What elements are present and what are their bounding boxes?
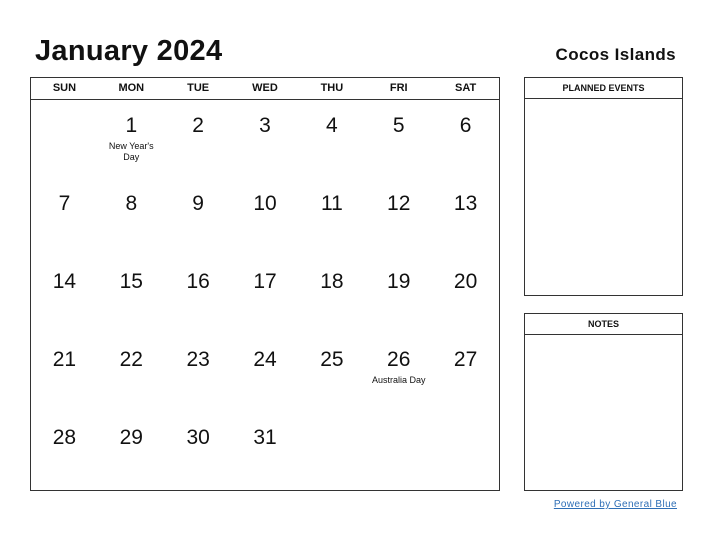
- day-number: 19: [387, 270, 411, 293]
- day-cell: [365, 256, 432, 334]
- weekday-wed: WED: [252, 82, 278, 94]
- calendar-week-1: [31, 100, 499, 178]
- day-cell: [165, 334, 232, 412]
- planned-events-header: PLANNED EVENTS: [525, 78, 682, 99]
- day-cell: [365, 100, 432, 178]
- day-cell: [31, 412, 98, 490]
- day-cell: [232, 100, 299, 178]
- day-number: 5: [392, 114, 405, 137]
- day-number: 21: [52, 348, 77, 371]
- day-number: 28: [52, 426, 77, 449]
- day-cell: [298, 178, 365, 256]
- day-cell: [232, 412, 299, 490]
- weekday-sun: SUN: [52, 82, 77, 94]
- day-number: 14: [52, 270, 77, 293]
- day-number: 27: [453, 348, 478, 371]
- day-number: 4: [326, 114, 338, 137]
- day-cell: [165, 100, 232, 178]
- day-cell: [298, 256, 365, 334]
- weekday-header-row: [31, 78, 499, 100]
- calendar-week-3: [31, 256, 499, 334]
- day-number: 3: [259, 114, 271, 137]
- day-cell: [432, 178, 499, 256]
- day-cell: [365, 412, 432, 490]
- day-number: 30: [186, 426, 210, 449]
- day-cell: [298, 412, 365, 490]
- day-cell: [98, 412, 165, 490]
- day-cell: [165, 178, 232, 256]
- day-cell: [98, 100, 165, 178]
- weekday-tue: TUE: [187, 82, 210, 94]
- day-cell: [31, 100, 98, 178]
- calendar-week-2: [31, 178, 499, 256]
- calendar-week-5: [31, 412, 499, 490]
- day-number: 24: [253, 348, 277, 371]
- day-cell: [31, 334, 98, 412]
- day-cell: [232, 334, 299, 412]
- weekday-thu: THU: [320, 82, 344, 94]
- holiday-label: Australia Day: [371, 375, 426, 385]
- holiday-label: New Year's Day: [108, 141, 154, 162]
- day-number: 12: [387, 192, 411, 215]
- region-name: Cocos Islands: [555, 45, 676, 64]
- day-number: 20: [453, 270, 478, 293]
- day-number: 10: [253, 192, 277, 215]
- day-number: 2: [192, 114, 204, 137]
- day-number: 18: [320, 270, 344, 293]
- day-cell: [365, 334, 432, 412]
- day-number: 23: [186, 348, 210, 371]
- day-cell: [98, 256, 165, 334]
- notes-panel: [524, 313, 683, 491]
- day-cell: [165, 256, 232, 334]
- day-number: 13: [453, 192, 478, 215]
- day-cell: [165, 412, 232, 490]
- page-title: January 2024: [35, 35, 223, 67]
- day-cell: [98, 334, 165, 412]
- day-number: 25: [320, 348, 344, 371]
- planned-events-panel: [524, 77, 683, 296]
- day-number: 31: [253, 426, 277, 449]
- weekday-fri: FRI: [389, 82, 408, 94]
- weekday-sat: SAT: [454, 82, 477, 94]
- day-number: 22: [119, 348, 143, 371]
- day-cell: [432, 100, 499, 178]
- day-cell: [98, 178, 165, 256]
- day-cell: [232, 256, 299, 334]
- day-cell: [432, 412, 499, 490]
- powered-by-link[interactable]: Powered by General Blue: [553, 499, 677, 510]
- day-number: 9: [192, 192, 204, 215]
- calendar-grid: [30, 77, 500, 491]
- day-cell: [298, 100, 365, 178]
- notes-header: NOTES: [525, 314, 682, 335]
- day-number: 17: [253, 270, 277, 293]
- day-number: 29: [119, 426, 143, 449]
- day-cell: [432, 256, 499, 334]
- day-number: 1: [125, 114, 138, 137]
- day-number: 15: [119, 270, 143, 293]
- calendar-weeks: [31, 100, 499, 490]
- calendar-week-4: [31, 334, 499, 412]
- day-number: 26: [387, 348, 411, 371]
- day-cell: [365, 178, 432, 256]
- day-number: 7: [58, 192, 71, 215]
- day-cell: [298, 334, 365, 412]
- weekday-mon: MON: [118, 82, 145, 94]
- day-number: 8: [125, 192, 138, 215]
- day-cell: [31, 178, 98, 256]
- day-number: 16: [186, 270, 210, 293]
- day-cell: [232, 178, 299, 256]
- day-number: 11: [320, 192, 343, 215]
- day-cell: [31, 256, 98, 334]
- day-cell: [432, 334, 499, 412]
- day-number: 6: [459, 114, 472, 137]
